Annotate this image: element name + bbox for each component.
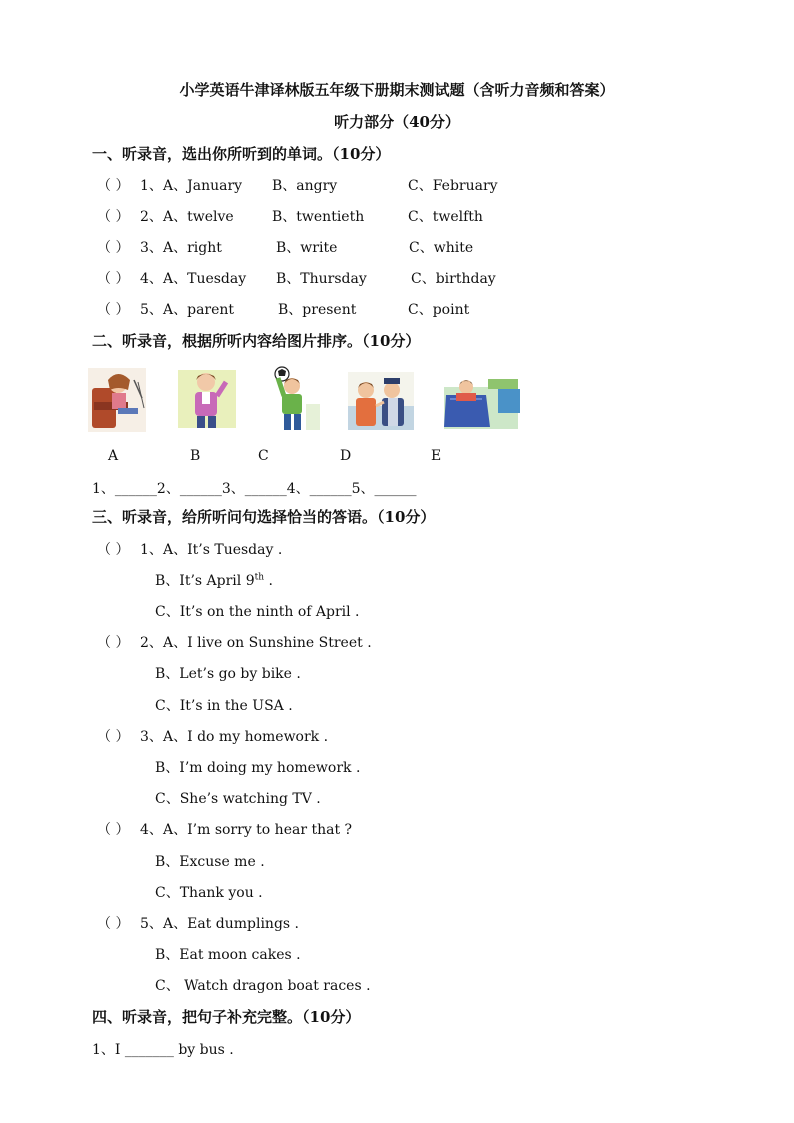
answer-paren[interactable]: （ ） xyxy=(97,271,130,287)
option-b: B、Eat moon cakes . xyxy=(155,947,301,963)
answer-paren[interactable]: （ ） xyxy=(97,240,130,256)
picture-label: E xyxy=(431,448,442,464)
option-c: C、birthday xyxy=(411,271,496,287)
ordering-blanks[interactable]: 1、______2、______3、______4、______5、______ xyxy=(92,481,417,497)
option-b: B、Excuse me . xyxy=(155,854,265,870)
picture-d-man-and-policeman xyxy=(348,372,414,430)
page-title: 小学英语牛津译林版五年级下册期末测试题（含听力音频和答案） xyxy=(179,81,615,99)
option-b: B、write xyxy=(276,240,338,256)
option-c: C、point xyxy=(408,302,470,318)
option-c: C、February xyxy=(408,178,498,194)
answer-paren[interactable]: （ ） xyxy=(97,542,130,558)
item-number: 3、 xyxy=(140,240,163,256)
picture-label: A xyxy=(108,448,119,464)
item-number: 2、 xyxy=(140,209,163,225)
option-a: A、Eat dumplings . xyxy=(163,916,299,932)
section1-heading: 一、听录音，选出你所听到的单词。（10分） xyxy=(92,145,391,163)
option-b: B、Thursday xyxy=(276,271,367,287)
picture-label: D xyxy=(340,448,352,464)
option-b: B、twentieth xyxy=(272,209,365,225)
option-a: A、right xyxy=(163,240,222,256)
picture-c-boy-with-ball xyxy=(266,364,322,434)
option-a: A、I do my homework . xyxy=(163,729,329,745)
option-b: B、I’m doing my homework . xyxy=(155,760,361,776)
option-c: C、Thank you . xyxy=(155,885,263,901)
picture-label: C xyxy=(258,448,269,464)
picture-label: B xyxy=(190,448,201,464)
option-a: A、twelve xyxy=(163,209,234,225)
item-number: 3、 xyxy=(140,729,163,745)
fill-in-sentence-1[interactable]: 1、I _______ by bus . xyxy=(92,1042,234,1058)
option-a: A、It’s Tuesday . xyxy=(163,542,283,558)
picture-a-girl-sitting xyxy=(88,368,146,432)
option-c: C、It’s in the USA . xyxy=(155,698,293,714)
option-a: A、January xyxy=(163,178,243,194)
section2-heading: 二、听录音，根据所听内容给图片排序。（10分） xyxy=(92,332,421,350)
option-a: A、I live on Sunshine Street . xyxy=(163,635,372,651)
section3-heading: 三、听录音，给所听问句选择恰当的答语。（10分） xyxy=(92,508,436,526)
answer-paren[interactable]: （ ） xyxy=(97,729,130,745)
answer-paren[interactable]: （ ） xyxy=(97,822,130,838)
option-a: A、parent xyxy=(163,302,235,318)
option-a: A、Tuesday xyxy=(163,271,247,287)
option-c: C、twelfth xyxy=(408,209,483,225)
answer-paren[interactable]: （ ） xyxy=(97,916,130,932)
section4-heading: 四、听录音，把句子补充完整。（10分） xyxy=(92,1008,361,1026)
page-subtitle: 听力部分（40分） xyxy=(334,113,460,131)
option-b: B、Let’s go by bike . xyxy=(155,666,301,682)
option-c: C、white xyxy=(409,240,474,256)
picture-b-girl-waving xyxy=(176,366,238,432)
item-number: 5、 xyxy=(140,302,163,318)
item-number: 5、 xyxy=(140,916,163,932)
item-number: 1、 xyxy=(140,178,163,194)
item-number: 4、 xyxy=(140,271,163,287)
option-c: C、It’s on the ninth of April . xyxy=(155,604,360,620)
answer-paren[interactable]: （ ） xyxy=(97,635,130,651)
superscript-th: th xyxy=(254,572,265,583)
option-b: B、present xyxy=(278,302,357,318)
item-number: 2、 xyxy=(140,635,163,651)
item-number: 1、 xyxy=(140,542,163,558)
answer-paren[interactable]: （ ） xyxy=(97,178,130,194)
option-b: B、It’s April 9th . xyxy=(155,572,273,589)
option-c: C、She’s watching TV . xyxy=(155,791,321,807)
item-number: 4、 xyxy=(140,822,163,838)
option-b: B、angry xyxy=(272,178,338,194)
option-a: A、I’m sorry to hear that ? xyxy=(163,822,353,838)
picture-e-boy-making-bed xyxy=(440,373,522,431)
answer-paren[interactable]: （ ） xyxy=(97,302,130,318)
answer-paren[interactable]: （ ） xyxy=(97,209,130,225)
option-c: C、 Watch dragon boat races . xyxy=(155,978,371,994)
